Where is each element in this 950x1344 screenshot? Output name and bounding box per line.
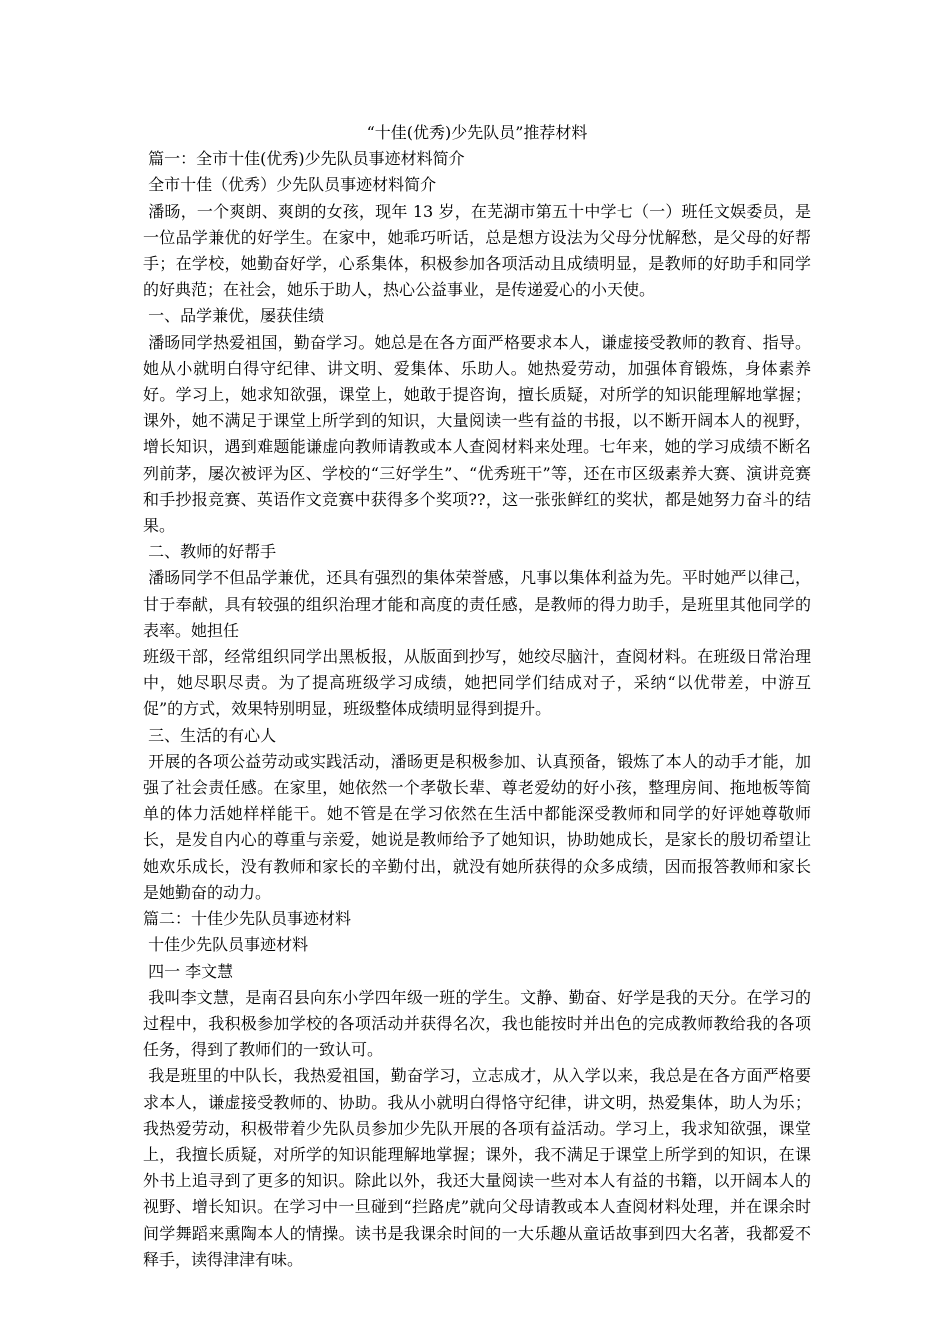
- paragraph: 十佳少先队员事迹材料: [143, 935, 309, 955]
- section-heading: 篇二：十佳少先队员事迹材料: [143, 909, 352, 929]
- paragraph: 篇一：全市十佳(优秀)少先队员事迹材料简介: [143, 149, 465, 169]
- paragraph: 班级干部，经常组织同学出黑板报，从版面到抄写，她绞尽脑汁，查阅材料。在班级日常治理中，她尽职尽责。为了提高班级学习成绩，她把同学们结成对子，采纳“以优带差，中游互促”的方式，效果特别明显，班级整体成绩明显得到提升。: [143, 647, 811, 719]
- document-title: “十佳(优秀)少先队员”推荐材料: [366, 123, 588, 142]
- paragraph: 潘旸同学热爱祖国，勤奋学习。她总是在各方面严格要求本人，谦虚接受教师的教育、指导。她从小就明白得守纪律、讲文明、爱集体、乐助人。她热爱劳动，加强体育锻炼，身体素养好。学习上，她求知欲强，课堂上，她敢于提咨询，擅长质疑，对所学的知识能理解地掌握；课外，她不满足于课堂上所学到的知识，大量阅读一些有益的书报，以不断开阔本人的视野，增长知识，遇到难题能谦虚向教师请教或本人查阅材料来处理。七年来，她的学习成绩不断名列前茅，屡次被评为区、学校的“三好学生”、“优秀班干”等，还在市区级素养大赛、演讲竞赛和手抄报竞赛、英语作文竞赛中获得多个奖项??，这一张张鲜红的奖状，都是她努力奋斗的结果。: [143, 332, 811, 536]
- section-heading: 四一 李文慧: [143, 961, 234, 981]
- paragraph: 全市十佳（优秀）少先队员事迹材料简介: [143, 175, 437, 195]
- paragraph: 我叫李文慧，是南召县向东小学四年级一班的学生。文静、勤奋、好学是我的天分。在学习的过程中，我积极参加学校的各项活动并获得名次，我也能按时并出色的完成教师教给我的各项任务，得到了教师们的一致认可。: [143, 987, 811, 1060]
- section-heading: 二、教师的好帮手: [143, 542, 277, 562]
- paragraph: 潘旸，一个爽朗、爽朗的女孩，现年 13 岁，在芜湖市第五十中学七（一）班任文娱委员，是一位品学兼优的好学生。在家中，她乖巧听话，总是想方设法为父母分忧解愁，是父母的好帮手；在学校，她勤奋好学，心系集体，积极参加各项活动且成绩明显，是教师的好助手和同学的好典范；在社会，她乐于助人，热心公益事业，是传递爱心的小天使。: [143, 201, 811, 300]
- paragraph: 我是班里的中队长，我热爱祖国，勤奋学习，立志成才，从入学以来，我总是在各方面严格要求本人，谦虚接受教师的、协助。我从小就明白得恪守纪律，讲文明，热爱集体，助人为乐；我热爱劳动，积极带着少先队员参加少先队开展的各项有益活动。学习上，我求知欲强，课堂上，我擅长质疑，对所学的知识能理解地掌握；课外，我不满足于课堂上所学到的知识，在课外书上追寻到了更多的知识。除此以外，我还大量阅读一些对本人有益的书籍，以开阔本人的视野、增长知识。在学习中一旦碰到“拦路虎”就向父母请教或本人查阅材料处理，并在课余时间学舞蹈来熏陶本人的情操。读书是我课余时间的一大乐趣从童话故事到四大名著，我都爱不释手，读得津津有味。: [143, 1066, 811, 1269]
- section-heading: 三、生活的有心人: [143, 725, 277, 745]
- paragraph: 潘旸同学不但品学兼优，还具有强烈的集体荣誉感，凡事以集体利益为先。平时她严以律己，甘于奉献，具有较强的组织治理才能和高度的责任感，是教师的得力助手，是班里其他同学的表率。她担任: [143, 568, 811, 640]
- paragraph: 开展的各项公益劳动或实践活动，潘旸更是积极参加、认真预备，锻炼了本人的动手才能，加强了社会责任感。在家里，她依然一个孝敬长辈、尊老爱幼的好小孩，整理房间、拖地板等简单的体力活她样样能干。她不管是在学习依然在生活中都能深受教师和同学的好评她尊敬师长，是发自内心的尊重与亲爱，她说是教师给予了她知识，协助她成长，是家长的殷切希望让她欢乐成长，没有教师和家长的辛勤付出，就没有她所获得的众多成绩，因而报答教师和家长是她勤奋的动力。: [143, 751, 811, 902]
- document-page: [143, 120, 811, 1273]
- section-heading: 一、品学兼优，屡获佳绩: [143, 306, 325, 326]
